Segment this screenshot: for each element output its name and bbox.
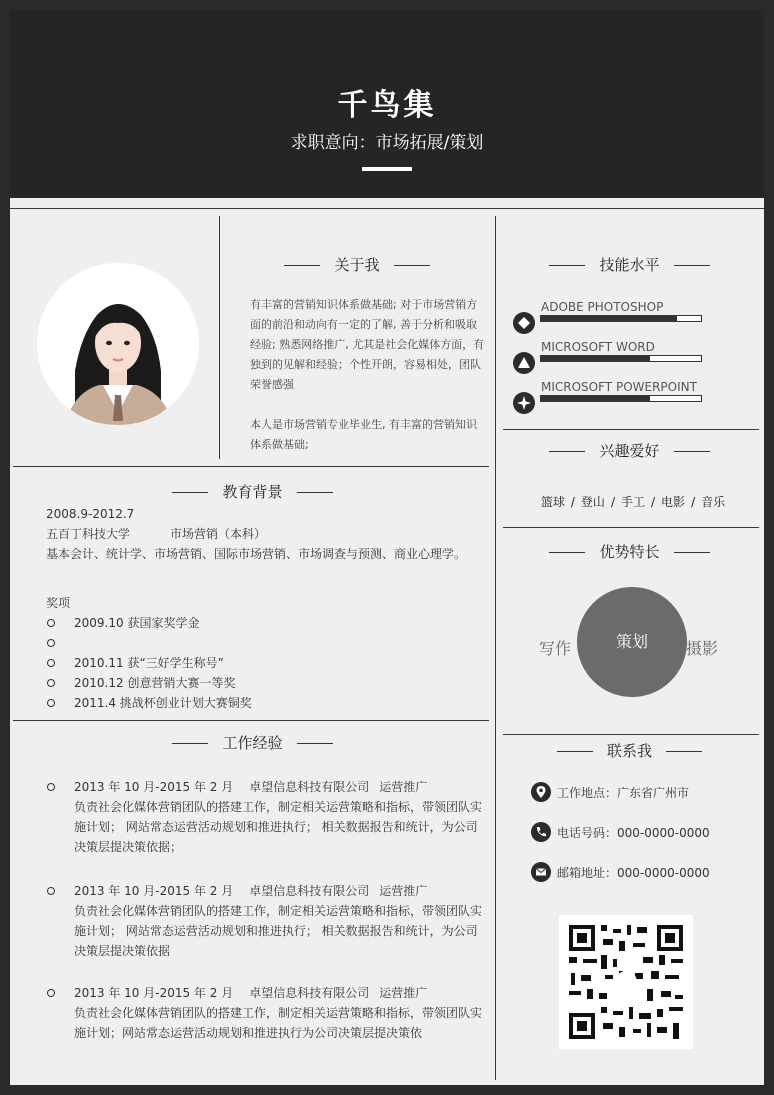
work-description: 负责社会化媒体营销团队的搭建工作，制定相关运营策略和指标，带领团队实施计划；网站常态运营活动规划和推进执行为公司决策层提决策依 (74, 1006, 483, 1040)
skill-name: MICROSOFT POWERPOINT (541, 380, 697, 394)
column-divider (495, 216, 496, 1080)
education-school-row (46, 524, 466, 544)
education-block (46, 504, 466, 564)
bullet-icon (47, 783, 55, 791)
work-item-head: 2013 年 10 月-2015 年 2 月 卓望信息科技有限公司 运营推广 (46, 881, 486, 901)
awards-label: 奖项 (46, 596, 71, 610)
hobby-list (513, 493, 753, 510)
diamond-icon (513, 312, 535, 334)
about-paragraph: 有丰富的营销知识体系做基础; 对于市场营销方面的前沿和动向有一定的了解, 善于分析和吸取经验; 熟悉网络推广, 尤其是社会化媒体方面，有独到的见解和经验；个性开朗，容易相处，团队荣誉感强 (250, 298, 485, 391)
about-paragraph: 本人是市场营销专业毕业生, 有丰富的营销知识体系做基础; (250, 418, 477, 451)
location-pin-icon (531, 782, 551, 802)
awards-block (46, 593, 252, 713)
hobby-item: 电影 (661, 495, 686, 509)
hobby-separator: / (570, 495, 575, 509)
hobby-separator: / (610, 495, 615, 509)
divider (503, 527, 759, 528)
qr-code[interactable] (559, 915, 693, 1049)
bullet-icon (47, 887, 55, 895)
section-title-hobbies: 兴趣爱好 (495, 440, 764, 461)
avatar (37, 263, 199, 425)
hobby-separator: / (691, 495, 696, 509)
hobby-item: 手工 (620, 495, 645, 509)
resume-sheet: 千鸟集 求职意向：市场拓展/策划 关于我 有丰富的营销知识体系做基础; 对于市场营销方面的前沿和动向有一定的了解, 善于分析和吸取经验; 熟悉网络推广, 尤其是社会化媒体方面，有独到的见解和经验；个性开朗，容易相处，团队荣誉感强 本人是市场营销专业毕业生, 有丰富的营销知识体系做基础; 教育背景 2008.9-2012.7 五百丁科技大学 市场营销（本科） 基本会计、统计学、市场营销、国际市场营销、市场调查与预测、商业心理学。 奖项 2009.10 获国家奖学金 2010.11 获“三好学生称号” 2010.12 创意营销大赛一等奖 2011.4 挑战杯创业计划大赛铜奖 工作经验 2013 年 10 月-2015 年 2 月 卓望信息科技有限公司 运营推广 负责社会化媒体营销团队的搭建工作，制定相关运营策略和指标，带领团队实施计划； 网站常态运营活动规划和推进执行； 相关数据报告和统计，为公司决策层提决策依据； 2013 年 10 月-2015 年 2 月 卓望信息科技有限公司 运营推广 负责社会化媒体营销团队的搭建工作，制定相关运营策略和指标，带领团队实施计划； 网站常态运营活动规划和推进执行； 相关数据报告和统计，为公司决策层提决策依据 2013 年 10 月-2015 年 2 月 卓望信息科技有限公司 运营推广 负责社会化媒体营销团队的搭建工作，制定相关运营策略和指标，带领团队实施计划；网站常态运营活动规划和推进执行为公司决策层提决策依 技能水平 ADOBE PHOTOSHOP MICROSOFT WORD MICROSOFT POWERPOINT 兴趣爱好 篮球 / 登山 / 手工 / 电影 / 音乐 优势特长 策划 写作 摄影 联系我 工作地点：广东省广州市 电话号码：000-0000-0000 邮箱地址：000-0000-0000 (10, 10, 764, 1085)
strength-main: 策划 (577, 587, 687, 697)
school-name: 五百丁科技大学 (46, 527, 131, 541)
work-item-head: 2013 年 10 月-2015 年 2 月 卓望信息科技有限公司 运营推广 (46, 983, 486, 1003)
section-title-about: 关于我 (219, 254, 495, 275)
star-icon (513, 392, 535, 414)
job-intent: 求职意向：市场拓展/策划 (290, 133, 484, 153)
hobby-separator: / (651, 495, 656, 509)
divider (503, 429, 759, 430)
section-title-education: 教育背景 (10, 481, 495, 502)
work-item-head: 2013 年 10 月-2015 年 2 月 卓望信息科技有限公司 运营推广 (46, 777, 486, 797)
section-title-strengths: 优势特长 (495, 541, 764, 562)
resume-header (10, 10, 764, 198)
work-description: 负责社会化媒体营销团队的搭建工作，制定相关运营策略和指标，带领团队实施计划； 网站常态运营活动规划和推进执行； 相关数据报告和统计，为公司决策层提决策依据； (74, 800, 483, 854)
bullet-icon (47, 659, 55, 667)
list-item (46, 633, 252, 653)
list-item: 2011.4 挑战杯创业计划大赛铜奖 (46, 693, 252, 713)
bullet-icon (47, 699, 55, 707)
strength-left: 写作 (539, 639, 572, 658)
work-item (46, 777, 486, 857)
major: 市场营销（本科） (170, 527, 267, 541)
phone-icon (531, 822, 551, 842)
section-title-work: 工作经验 (10, 732, 495, 753)
bullet-icon (47, 619, 55, 627)
skill-level-bar (540, 315, 702, 322)
skill-name: ADOBE PHOTOSHOP (541, 300, 664, 314)
mail-icon (531, 862, 551, 882)
section-title-contact: 联系我 (495, 740, 764, 761)
divider (10, 208, 764, 209)
candidate-name: 千鸟集 (337, 88, 437, 123)
bullet-icon (47, 989, 55, 997)
divider (503, 734, 759, 735)
skill-level-bar (540, 395, 702, 402)
bullet-icon (47, 639, 55, 647)
section-title-skills: 技能水平 (495, 254, 764, 275)
hobby-item: 音乐 (701, 495, 726, 509)
work-item (46, 983, 486, 1043)
triangle-icon (513, 352, 535, 374)
education-period: 2008.9-2012.7 (46, 507, 135, 521)
header-divider (362, 167, 412, 171)
list-item: 2009.10 获国家奖学金 (46, 613, 252, 633)
list-item: 2010.11 获“三好学生称号” (46, 653, 252, 673)
courses: 基本会计、统计学、市场营销、国际市场营销、市场调查与预测、商业心理学。 (46, 547, 467, 561)
bullet-icon (47, 679, 55, 687)
skill-level-bar (540, 355, 702, 362)
list-item: 2010.12 创意营销大赛一等奖 (46, 673, 252, 693)
skill-name: MICROSOFT WORD (541, 340, 655, 354)
about-text (250, 295, 486, 475)
hobby-item: 篮球 (540, 495, 565, 509)
hobby-item: 登山 (580, 495, 605, 509)
divider (13, 720, 489, 721)
work-item (46, 881, 486, 961)
divider (219, 216, 220, 459)
strength-right: 摄影 (686, 639, 719, 658)
work-description: 负责社会化媒体营销团队的搭建工作，制定相关运营策略和指标，带领团队实施计划； 网站常态运营活动规划和推进执行； 相关数据报告和统计，为公司决策层提决策依据 (74, 904, 483, 958)
